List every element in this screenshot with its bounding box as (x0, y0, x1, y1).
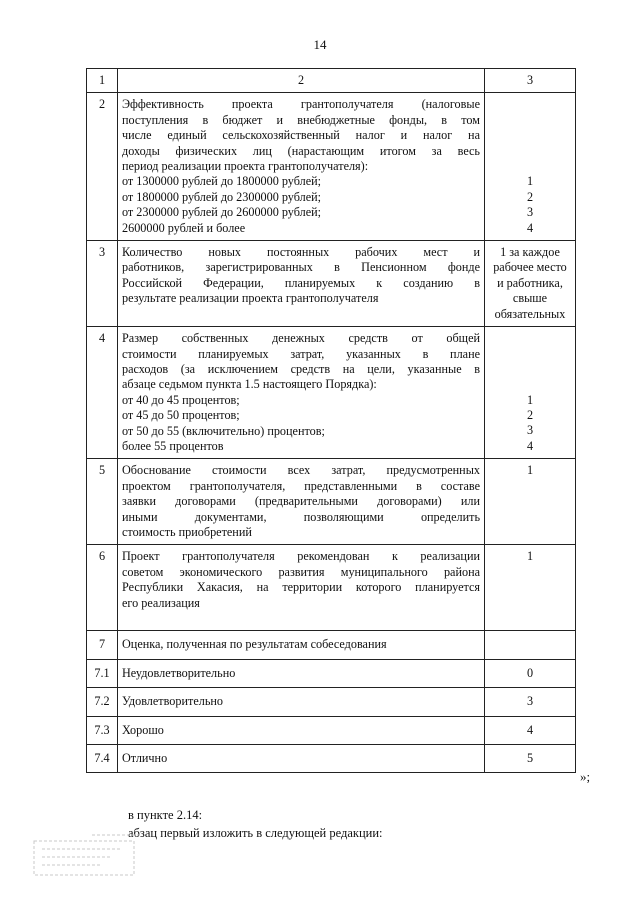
option-label: от 2300000 рублей до 2600000 рублей; (122, 205, 322, 220)
closing-quote: »; (580, 769, 591, 784)
points-cell: 3 (485, 688, 576, 716)
row-number: 7.4 (87, 745, 118, 773)
criterion-line: числе единый сельскохозяйственный налог и налог на (122, 128, 480, 143)
points-cell: 1 (485, 459, 576, 545)
criterion-line: Количество новых постоянных рабочих мест и (122, 245, 480, 260)
table-row (87, 716, 576, 744)
criterion-line: Проект грантополучателя рекомендован к реализации (122, 549, 480, 564)
header-col-3: 3 (485, 69, 576, 93)
row-number: 7.2 (87, 688, 118, 716)
table-header-row (87, 69, 576, 93)
points-cell (485, 631, 576, 659)
row-number: 3 (87, 241, 118, 327)
points-line: 1 за каждое (500, 245, 560, 260)
criterion-line: доходы физических лиц (нарастающим итогом за весь (122, 143, 480, 158)
table-row (87, 631, 576, 659)
option-points: 4 (526, 438, 534, 453)
criterion-line: стоимость приобретений (122, 524, 252, 539)
criterion-line: Обоснование стоимости всех затрат, предусмотренных (122, 463, 480, 478)
criterion-text (118, 459, 485, 545)
points-cell (485, 93, 576, 241)
criterion-line: поступления в бюджет и внебюджетные фонды, в том (122, 112, 480, 127)
criterion-line: Размер собственных денежных средств от общей (122, 331, 480, 346)
option-label: более 55 процентов (122, 438, 224, 453)
criterion-text: Хорошо (118, 716, 485, 744)
option-points: 3 (526, 423, 534, 438)
option-points: 2 (526, 408, 534, 423)
criterion-text: Отлично (118, 745, 485, 773)
table-row (87, 459, 576, 545)
criterion-line: проектом грантополучателя, представленными в составе (122, 478, 480, 493)
points-cell: 4 (485, 716, 576, 744)
option-label: 2600000 рублей и более (122, 220, 246, 235)
criterion-line: Российской Федерации, планируемых к созданию в (122, 275, 480, 290)
table-row (87, 688, 576, 716)
amendment-line-2: абзац первый изложить в следующей редакции: (128, 826, 383, 840)
option-points: 3 (526, 205, 534, 220)
table-row (87, 545, 576, 631)
points-cell (485, 327, 576, 459)
points-line: рабочее место (493, 260, 567, 275)
criterion-line: иными документами, позволяющими определить (122, 509, 480, 524)
header-col-2: 2 (118, 69, 485, 93)
criterion-line: его реализация (122, 595, 200, 610)
table-row (87, 327, 576, 459)
criterion-text (118, 93, 485, 241)
criteria-table (86, 68, 576, 773)
points-cell (485, 241, 576, 327)
table-row (87, 241, 576, 327)
criterion-text (118, 545, 485, 631)
criterion-text: Удовлетворительно (118, 688, 485, 716)
row-number: 5 (87, 459, 118, 545)
table-row (87, 659, 576, 687)
criterion-line: абзаце седьмом пункта 1.5 настоящего Порядка): (122, 377, 377, 392)
row-number: 7.3 (87, 716, 118, 744)
option-label: от 50 до 55 (включительно) процентов; (122, 423, 325, 438)
option-points: 2 (526, 189, 534, 204)
criterion-line: результате реализации проекта грантополучателя (122, 291, 379, 306)
row-number: 7.1 (87, 659, 118, 687)
criterion-text: Оценка, полученная по результатам собеседования (118, 631, 485, 659)
option-label: от 1300000 рублей до 1800000 рублей; (122, 174, 322, 189)
option-points: 4 (526, 220, 534, 235)
amendment-line-1: в пункте 2.14: (128, 808, 203, 822)
row-number: 7 (87, 631, 118, 659)
points-cell: 0 (485, 659, 576, 687)
criterion-line: советом экономического развития муниципального района (122, 564, 480, 579)
points-line: и работника, (497, 275, 563, 290)
criterion-line: заявки договорами (предварительными договорами) или (122, 494, 480, 509)
option-points: 1 (526, 392, 534, 407)
points-cell: 5 (485, 745, 576, 773)
option-points: 1 (526, 174, 534, 189)
criterion-line: стоимости планируемых затрат, указанных в плане (122, 346, 480, 361)
criterion-line: период реализации проекта грантополучателя): (122, 159, 369, 174)
points-line: свыше (512, 291, 548, 306)
option-label: от 1800000 рублей до 2300000 рублей; (122, 189, 322, 204)
faint-stamp-mark (32, 833, 144, 879)
row-number: 4 (87, 327, 118, 459)
row-number: 2 (87, 93, 118, 241)
criterion-text: Неудовлетворительно (118, 659, 485, 687)
option-label: от 45 до 50 процентов; (122, 408, 240, 423)
points-line: обязательных (494, 306, 566, 321)
table-row (87, 93, 576, 241)
criterion-line: расходов (за исключением средств на цели, указанные в (122, 361, 480, 376)
points-cell: 1 (485, 545, 576, 631)
row-number: 6 (87, 545, 118, 631)
table-row (87, 745, 576, 773)
option-label: от 40 до 45 процентов; (122, 392, 240, 407)
criterion-text (118, 241, 485, 327)
header-col-1: 1 (87, 69, 118, 93)
criterion-line: Республики Хакасия, на территории которого планируется (122, 580, 480, 595)
criterion-line: работников, зарегистрированных в Пенсионном фонде (122, 260, 480, 275)
criterion-text (118, 327, 485, 459)
page-number: 14 (313, 37, 327, 52)
criterion-line: Эффективность проекта грантополучателя (налоговые (122, 97, 480, 112)
